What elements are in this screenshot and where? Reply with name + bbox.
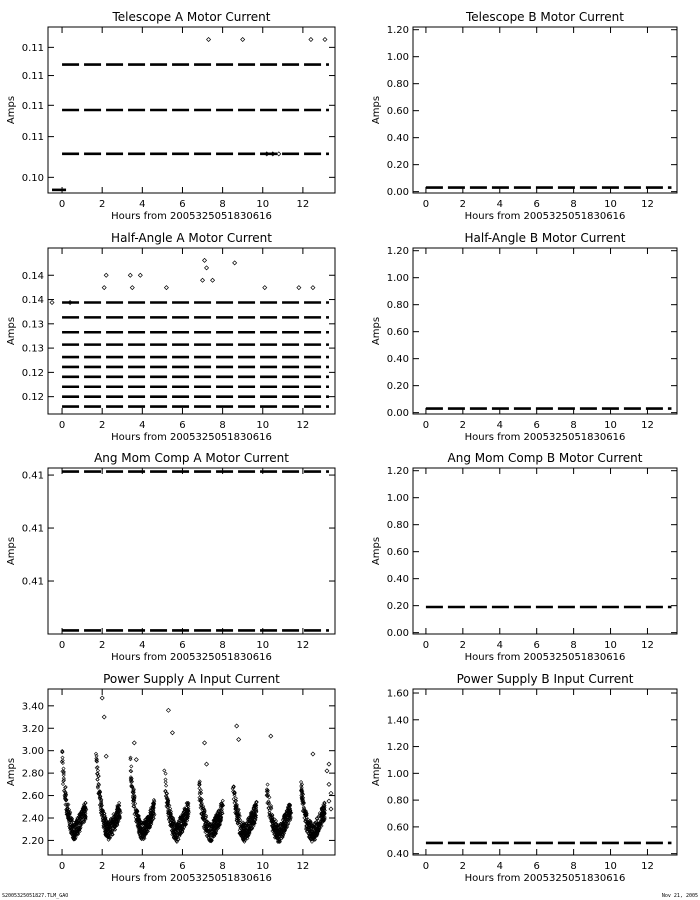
x-tick-label: 6	[533, 199, 540, 210]
x-tick-label: 2	[99, 199, 106, 210]
x-tick-label: 12	[296, 420, 310, 431]
x-tick-label: 10	[256, 861, 270, 872]
x-tick-label: 12	[296, 640, 310, 651]
chart-title: Ang Mom Comp B Motor Current	[447, 451, 643, 465]
y-tick-label: 1.20	[386, 466, 409, 478]
data-point	[203, 741, 207, 745]
y-axis-label: Amps	[6, 536, 17, 566]
x-tick-label: 4	[139, 420, 146, 431]
x-tick-label: 0	[422, 199, 430, 210]
plot-frame	[48, 468, 335, 634]
x-axis-label: Hours from 2005325051830616	[111, 211, 272, 222]
y-tick-label: 0.11	[21, 71, 44, 83]
data-point	[277, 152, 281, 156]
data-point	[329, 807, 333, 811]
data-point	[164, 772, 167, 775]
y-tick-label: 0.20	[386, 381, 409, 393]
x-tick-label: 2	[459, 420, 467, 431]
x-tick-label: 6	[533, 640, 540, 651]
panel-5	[6, 451, 335, 663]
x-tick-label: 10	[256, 640, 270, 651]
plot-frame	[413, 248, 677, 414]
x-tick-label: 8	[219, 640, 226, 651]
y-tick-label: 0.60	[386, 547, 409, 559]
data-point	[297, 286, 301, 290]
x-tick-label: 10	[256, 420, 270, 431]
data-point	[100, 696, 104, 700]
y-tick-label: 1.00	[386, 273, 409, 285]
y-tick-label: 0.11	[21, 132, 44, 144]
chart-title: Power Supply B Input Current	[456, 672, 634, 686]
y-tick-label: 0.41	[21, 576, 44, 588]
data-point	[164, 286, 168, 290]
y-tick-label: 0.20	[386, 160, 409, 172]
y-tick-label: 0.80	[386, 79, 409, 91]
plot-frame	[413, 689, 677, 855]
x-tick-label: 6	[179, 199, 186, 210]
x-tick-label: 10	[604, 861, 617, 872]
data-point	[266, 783, 269, 786]
data-point	[235, 724, 239, 728]
x-tick-label: 0	[422, 640, 430, 651]
data-point	[104, 754, 108, 758]
x-tick-label: 8	[570, 420, 577, 431]
x-tick-label: 8	[219, 861, 226, 872]
y-axis-label: Amps	[6, 95, 17, 125]
data-point	[211, 278, 215, 282]
x-tick-label: 8	[219, 199, 226, 210]
x-tick-label: 4	[139, 640, 146, 651]
x-tick-label: 6	[533, 420, 540, 431]
y-tick-label: 2.40	[21, 813, 44, 825]
x-tick-label: 4	[496, 420, 503, 431]
y-axis-label: Amps	[6, 316, 17, 346]
data-point	[170, 731, 174, 735]
x-tick-label: 12	[296, 861, 310, 872]
x-axis-label: Hours from 2005325051830616	[111, 873, 272, 884]
y-tick-label: 2.80	[21, 768, 44, 780]
y-tick-label: 2.20	[21, 835, 44, 847]
y-tick-label: 0.14	[21, 295, 44, 307]
x-tick-label: 10	[256, 199, 270, 210]
x-tick-label: 4	[139, 861, 146, 872]
plot-frame	[48, 689, 335, 855]
y-axis-label: Amps	[371, 316, 382, 346]
data-point	[237, 737, 241, 741]
data-point	[61, 782, 64, 785]
data-point	[327, 762, 331, 766]
y-tick-label: 0.40	[386, 354, 409, 366]
x-tick-label: 8	[570, 640, 577, 651]
data-point	[205, 762, 209, 766]
x-axis-label: Hours from 2005325051830616	[111, 432, 272, 443]
x-axis-label: Hours from 2005325051830616	[464, 432, 626, 443]
panel-7	[6, 672, 335, 884]
chart-title: Half-Angle A Motor Current	[111, 231, 272, 245]
footer-filename: S2005325051827.TLM_GAO	[2, 893, 69, 899]
y-tick-label: 0.60	[386, 822, 409, 834]
y-axis-label: Amps	[371, 757, 382, 787]
data-marks	[60, 696, 333, 844]
y-tick-label: 0.40	[386, 574, 409, 586]
y-tick-label: 0.80	[386, 520, 409, 532]
y-axis-label: Amps	[371, 536, 382, 566]
plot-frame	[413, 27, 677, 193]
y-tick-label: 1.40	[386, 715, 409, 727]
x-tick-label: 12	[641, 640, 654, 651]
data-point	[198, 787, 201, 790]
chart-title: Telescope A Motor Current	[112, 10, 271, 24]
x-tick-label: 4	[496, 199, 503, 210]
data-point	[309, 38, 313, 42]
data-point	[327, 782, 331, 786]
x-tick-label: 0	[422, 420, 430, 431]
x-tick-label: 0	[58, 199, 66, 210]
y-tick-label: 1.20	[386, 246, 409, 258]
x-axis-label: Hours from 2005325051830616	[464, 652, 626, 663]
y-tick-label: 0.00	[386, 408, 409, 420]
x-tick-label: 2	[99, 420, 106, 431]
data-point	[164, 784, 167, 787]
y-tick-label: 3.00	[21, 746, 44, 758]
data-point	[102, 715, 106, 719]
data-point	[132, 741, 136, 745]
y-tick-label: 0.60	[386, 106, 409, 118]
y-tick-label: 0.80	[386, 300, 409, 312]
data-point	[201, 278, 205, 282]
y-tick-label: 1.00	[386, 52, 409, 64]
data-marks	[62, 472, 329, 631]
chart-title: Telescope B Motor Current	[465, 10, 625, 24]
data-point	[207, 38, 211, 42]
x-tick-label: 4	[496, 861, 503, 872]
x-tick-label: 2	[459, 861, 467, 872]
panel-4	[371, 231, 677, 443]
data-point	[323, 38, 327, 42]
y-tick-label: 0.14	[21, 270, 44, 282]
data-point	[163, 769, 166, 772]
y-tick-label: 0.00	[386, 187, 409, 199]
x-tick-label: 0	[58, 861, 66, 872]
y-tick-label: 0.41	[21, 470, 44, 482]
plot-frame	[413, 468, 677, 634]
x-tick-label: 8	[219, 420, 226, 431]
x-tick-label: 6	[179, 640, 186, 651]
data-point	[130, 765, 133, 768]
data-point	[138, 273, 142, 277]
x-tick-label: 12	[641, 199, 654, 210]
data-point	[311, 752, 315, 756]
y-axis-label: Amps	[6, 757, 17, 787]
y-tick-label: 1.20	[386, 25, 409, 37]
panel-8	[371, 672, 677, 884]
data-point	[233, 261, 237, 265]
x-tick-label: 2	[99, 861, 106, 872]
y-tick-label: 0.00	[386, 628, 409, 640]
data-point	[327, 799, 331, 803]
y-tick-label: 0.13	[21, 343, 44, 355]
y-tick-label: 0.60	[386, 327, 409, 339]
x-tick-label: 8	[570, 199, 577, 210]
panel-6	[371, 451, 677, 663]
y-tick-label: 0.41	[21, 523, 44, 535]
x-tick-label: 6	[179, 861, 186, 872]
data-point	[311, 286, 315, 290]
data-marks	[52, 38, 329, 190]
y-tick-label: 0.11	[21, 100, 44, 112]
x-tick-label: 12	[641, 861, 654, 872]
y-tick-label: 0.40	[386, 849, 409, 861]
x-axis-label: Hours from 2005325051830616	[464, 873, 626, 884]
data-point	[130, 286, 134, 290]
y-tick-label: 0.10	[21, 172, 44, 184]
data-point	[203, 258, 207, 262]
data-point	[325, 769, 329, 773]
y-tick-label: 1.60	[386, 688, 409, 700]
x-axis-label: Hours from 2005325051830616	[464, 211, 626, 222]
x-tick-label: 2	[99, 640, 106, 651]
y-tick-label: 0.40	[386, 133, 409, 145]
data-point	[128, 273, 132, 277]
chart-title: Power Supply A Input Current	[103, 672, 280, 686]
y-tick-label: 2.60	[21, 791, 44, 803]
panel-2	[371, 10, 677, 222]
x-tick-label: 4	[139, 199, 146, 210]
y-tick-label: 0.11	[21, 42, 44, 54]
x-tick-label: 10	[604, 640, 617, 651]
y-tick-label: 0.12	[21, 367, 44, 379]
y-tick-label: 0.20	[386, 601, 409, 613]
data-point	[329, 791, 333, 795]
x-tick-label: 8	[570, 861, 577, 872]
x-axis-label: Hours from 2005325051830616	[111, 652, 272, 663]
y-tick-label: 3.20	[21, 723, 44, 735]
panel-1	[6, 10, 335, 222]
y-tick-label: 3.40	[21, 701, 44, 713]
x-tick-label: 12	[641, 420, 654, 431]
y-tick-label: 1.00	[386, 493, 409, 505]
x-tick-label: 10	[604, 199, 617, 210]
y-tick-label: 0.80	[386, 795, 409, 807]
chart-title: Ang Mom Comp A Motor Current	[94, 451, 289, 465]
chart-title: Half-Angle B Motor Current	[464, 231, 626, 245]
x-tick-label: 0	[422, 861, 430, 872]
x-tick-label: 10	[604, 420, 617, 431]
x-tick-label: 0	[58, 420, 66, 431]
panel-3	[6, 231, 335, 443]
y-axis-label: Amps	[371, 95, 382, 125]
data-point	[134, 758, 138, 762]
x-tick-label: 4	[496, 640, 503, 651]
x-tick-label: 0	[58, 640, 66, 651]
footer-date: Nov 21, 2005	[661, 893, 698, 899]
x-tick-label: 2	[459, 640, 467, 651]
data-point	[241, 38, 245, 42]
data-point	[269, 734, 273, 738]
x-tick-label: 6	[533, 861, 540, 872]
x-tick-label: 6	[179, 420, 186, 431]
x-tick-label: 12	[296, 199, 310, 210]
data-marks	[50, 258, 329, 406]
y-tick-label: 0.13	[21, 319, 44, 331]
y-tick-label: 1.00	[386, 768, 409, 780]
x-tick-label: 2	[459, 199, 467, 210]
data-point	[102, 286, 106, 290]
data-point	[205, 266, 209, 270]
data-point	[104, 273, 108, 277]
data-point	[263, 286, 267, 290]
y-tick-label: 1.20	[386, 742, 409, 754]
y-tick-label: 0.12	[21, 392, 44, 404]
data-point	[50, 301, 54, 305]
data-point	[166, 708, 170, 712]
